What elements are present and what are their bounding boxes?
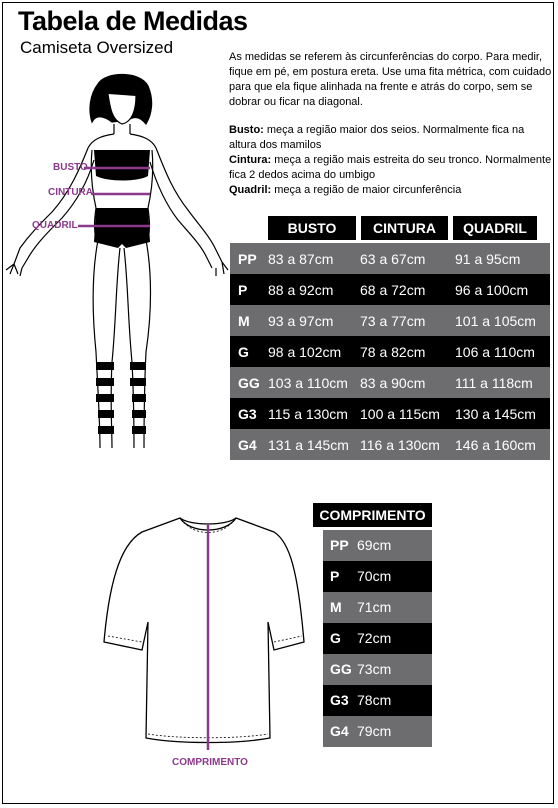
- quadril-value: 130 a 145cm: [455, 405, 536, 422]
- length-value: 73cm: [357, 661, 392, 677]
- table-row: [230, 429, 550, 460]
- size-label: PP: [330, 537, 349, 553]
- length-value: 72cm: [357, 630, 392, 646]
- table-row: [323, 623, 432, 654]
- column-header-cintura: CINTURA: [361, 216, 448, 240]
- page-title: Tabela de Medidas: [18, 6, 248, 36]
- instruction-busto: [229, 123, 554, 153]
- label-cintura: CINTURA: [48, 187, 93, 198]
- length-value: 78cm: [357, 692, 392, 708]
- quadril-value: 101 a 105cm: [455, 312, 536, 329]
- table-row: [323, 530, 432, 561]
- size-label: M: [330, 599, 342, 615]
- cintura-value: 83 a 90cm: [360, 374, 426, 391]
- instructions-intro: As medidas se referem às circunferências do corpo. Para medir, fique em pé, em postura ereta. Use uma fita métrica, com cuidado para que ela fique alinhada na frente e atrás do corpo, sem se dobrar ou ficar na diagonal.: [229, 51, 552, 108]
- size-label: G3: [238, 405, 257, 422]
- text-cintura: meça a região mais estreita do seu tronco. Normalmente fica 2 dedos acima do umbigo: [229, 154, 552, 181]
- term-quadril: Quadril:: [229, 184, 272, 196]
- busto-value: 93 a 97cm: [268, 312, 334, 329]
- table-row: [323, 685, 432, 716]
- length-value: 71cm: [357, 599, 392, 615]
- column-header-busto: BUSTO: [268, 216, 356, 240]
- length-value: 69cm: [357, 537, 392, 553]
- size-label: GG: [330, 661, 352, 677]
- cintura-value: 78 a 82cm: [360, 343, 426, 360]
- table-row: [323, 654, 432, 685]
- table-row: [323, 716, 432, 747]
- term-busto: Busto:: [229, 124, 264, 136]
- busto-value: 88 a 92cm: [268, 281, 334, 298]
- label-busto: BUSTO: [53, 162, 88, 173]
- busto-value: 115 a 130cm: [268, 405, 348, 422]
- label-comprimento: COMPRIMENTO: [172, 757, 248, 768]
- cintura-value: 116 a 130cm: [360, 436, 440, 453]
- cintura-value: 68 a 72cm: [360, 281, 426, 298]
- instruction-cintura: [229, 153, 554, 183]
- busto-value: 131 a 145cm: [268, 436, 349, 453]
- quadril-value: 91 a 95cm: [455, 250, 521, 267]
- label-quadril: QUADRIL: [32, 220, 78, 231]
- size-label: M: [238, 312, 250, 329]
- table-row: [323, 592, 432, 623]
- column-header-quadril: QUADRIL: [453, 216, 537, 240]
- cintura-value: 63 a 67cm: [360, 250, 426, 267]
- size-label: GG: [238, 374, 260, 391]
- table-row: [230, 274, 550, 305]
- size-label: P: [330, 568, 340, 584]
- quadril-value: 106 a 110cm: [455, 343, 535, 360]
- tshirt-illustration: [98, 512, 318, 752]
- table-row: [323, 561, 432, 592]
- length-table: [313, 503, 432, 739]
- table-row: [230, 367, 550, 398]
- length-value: 70cm: [357, 568, 392, 584]
- term-cintura: Cintura:: [229, 154, 272, 166]
- text-busto: meça a região maior dos seios. Normalmente fica na altura dos mamilos: [229, 124, 525, 151]
- busto-value: 83 a 87cm: [268, 250, 334, 267]
- size-label: P: [238, 281, 248, 298]
- instructions: [229, 50, 554, 198]
- cintura-value: 100 a 115cm: [360, 405, 440, 422]
- cintura-value: 73 a 77cm: [360, 312, 426, 329]
- size-label: G3: [330, 692, 349, 708]
- size-label: G4: [330, 723, 349, 739]
- table-row: [230, 398, 550, 429]
- size-label: PP: [238, 250, 257, 267]
- page-subtitle: Camiseta Oversized: [20, 38, 174, 57]
- quadril-value: 111 a 118cm: [455, 374, 533, 391]
- table-row: [230, 305, 550, 336]
- size-label: G: [330, 630, 341, 646]
- length-value: 79cm: [357, 723, 392, 739]
- table-row: [230, 336, 550, 367]
- table-row: [230, 243, 550, 274]
- body-illustration: [0, 72, 232, 452]
- length-table-header: COMPRIMENTO: [313, 503, 432, 527]
- instruction-quadril: [229, 183, 554, 198]
- quadril-value: 146 a 160cm: [455, 436, 536, 453]
- busto-value: 103 a 110cm: [268, 374, 348, 391]
- busto-value: 98 a 102cm: [268, 343, 342, 360]
- quadril-value: 96 a 100cm: [455, 281, 529, 298]
- text-quadril: meça a região de maior circunferência: [271, 184, 462, 196]
- size-label: G: [238, 343, 249, 360]
- size-label: G4: [238, 436, 257, 453]
